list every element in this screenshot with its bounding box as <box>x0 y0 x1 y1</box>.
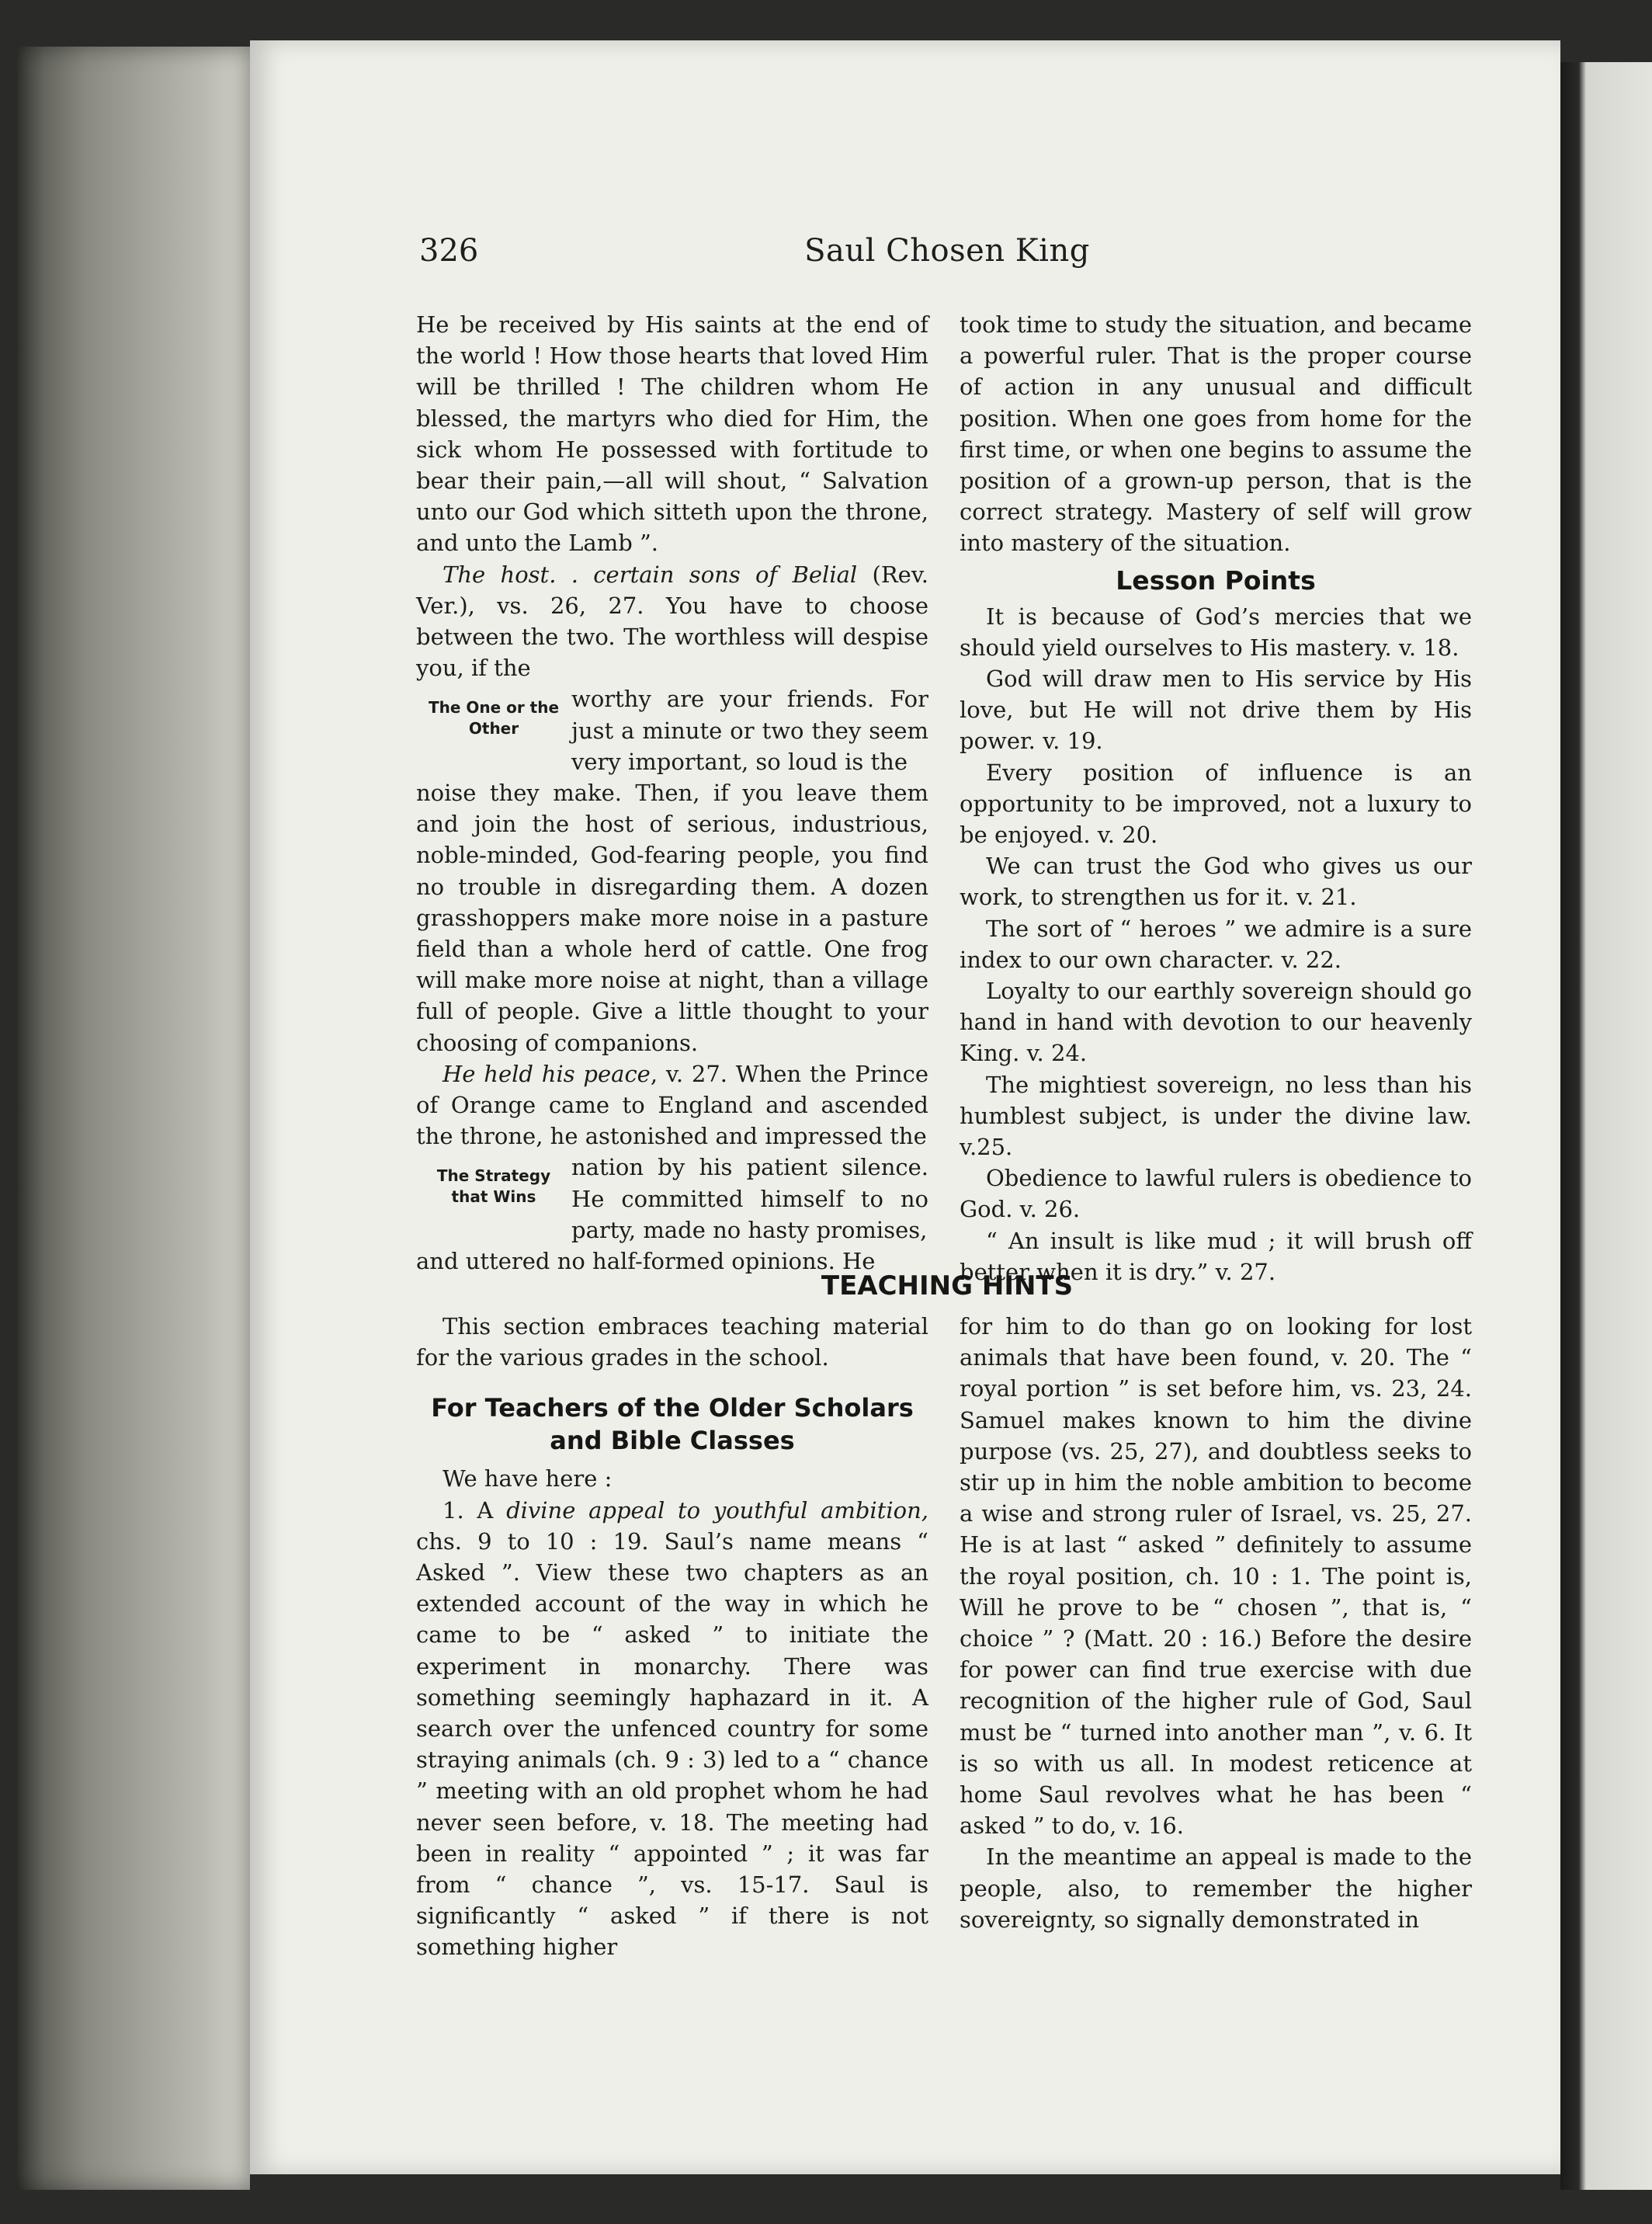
lesson-point: It is because of God’s mercies that we should yield ourselves to His mastery. v. 18. <box>960 603 1472 661</box>
lesson-point: Obedience to lawful rulers is obedience to God. v. 26. <box>960 1165 1472 1223</box>
bottom-right-column <box>960 1311 1472 1935</box>
paragraph: The host. . certain sons of Belial (Rev. Ver.), vs. 26, 27. You have to choose between the two. The worthless will despise you, if the <box>416 561 928 682</box>
paragraph: He be received by His saints at the end of the world ! How those hearts that loved Him will be thrilled ! The children whom He blessed, the martyrs who died for Him, the sick whom He possessed with fortitude to bear their pain,—all will shout, “ Salvation unto our God which sitteth upon the throne, and unto the Lamb ”. <box>416 311 928 557</box>
facing-page-edge <box>1560 62 1652 2190</box>
paragraph: noise they make. Then, if you leave them and join the host of serious, industrious, noble-minded, God-fearing people, you find no trouble in disregarding them. A dozen grasshoppers make more noise in a pasture field than a whole herd of cattle. One frog will make more noise at night, than a village full of people. Give a little thought to your choosing of companions. <box>416 780 928 1056</box>
sidenote-text: nation by his patient silence. He committed himself to no party, made no hasty promises, <box>571 1154 928 1243</box>
lesson-point: We can trust the God who gives us our work, to strengthen us for it. v. 21. <box>960 853 1472 911</box>
teaching-hints-heading: TEACHING HINTS <box>821 1270 1074 1301</box>
paragraph: took time to study the situation, and became a powerful ruler. That is the proper course of action in any unusual and difficult position. When one goes from home for the first time, or when one begins to assume the position of a grown-up person, that is the correct strategy. Mastery of self will grow into mastery of the situation. <box>960 311 1472 557</box>
sidenote-block <box>416 683 928 777</box>
page-header <box>419 233 1475 280</box>
subsection-heading: For Teachers of the Older Scholars and Bible Classes <box>431 1393 914 1456</box>
lesson-point: The sort of “ heroes ” we admire is a sure index to our own character. v. 22. <box>960 915 1472 973</box>
scripture-reference: He held his peace <box>442 1060 651 1087</box>
bottom-left-column <box>416 1311 928 1963</box>
paragraph: and uttered no half-formed opinions. He <box>416 1248 876 1275</box>
emphasis: divine appeal to youthful ambition, <box>506 1496 928 1524</box>
paragraph: We have here : <box>442 1465 613 1493</box>
margin-note: The Strategy that Wins <box>436 1166 551 1207</box>
sidenote-text: worthy are your friends. For just a minute or two they seem very important, so loud is the <box>571 686 928 775</box>
scripture-reference: The host. . certain sons of Belial <box>442 561 858 588</box>
page-number: 326 <box>419 233 479 269</box>
paragraph: He held his peace, v. 27. When the Prince of Orange came to England and ascended the throne, he astonished and impressed the <box>416 1060 928 1150</box>
sidenote-block <box>416 1152 928 1246</box>
paragraph: This section embraces teaching material for the various grades in the school. <box>416 1313 928 1371</box>
lesson-point: “ An insult is like mud ; it will brush off better when it is dry.” v. 27. <box>960 1227 1472 1285</box>
lesson-point: Loyalty to our earthly sovereign should go hand in hand with devotion to our heavenly King. v. 24. <box>960 978 1472 1067</box>
margin-note: The One or the Other <box>428 698 560 738</box>
paragraph: 1. A divine appeal to youthful ambition, chs. 9 to 10 : 19. Saul’s name means “ Asked ”. View these two chapters as an extended account of the way in which he came to be “ asked ” to initiate the experiment in monarchy. There was something seemingly haphazard in it. A search over the unfenced country for some straying animals (ch. 9 : 3) led to a “ chance ” meeting with an old prophet whom he had never seen before, v. 18. The meeting had been in reality “ appointed ” ; it was far from “ chance ”, vs. 15-17. Saul is significantly “ asked ” if there is not something higher <box>416 1496 928 1961</box>
lesson-point: Every position of influence is an opportunity to be improved, not a luxury to be enjoyed. v. 20. <box>960 759 1472 849</box>
running-title: Saul Chosen King <box>804 233 1090 269</box>
lesson-point: The mightiest sovereign, no less than his humblest subject, is under the divine law. v.25. <box>960 1071 1472 1161</box>
lesson-point: God will draw men to His service by His love, but He will not drive them by His power. v. 19. <box>960 665 1472 755</box>
paragraph: In the meantime an appeal is made to the people, also, to remember the higher sovereignty, so signally demonstrated in <box>960 1843 1472 1933</box>
top-right-column <box>960 309 1472 1287</box>
book-page-edges <box>17 47 250 2190</box>
paragraph: for him to do than go on looking for lost animals that have been found, v. 20. The “ royal portion ” is set before him, vs. 23, 24. Samuel makes known to him the divine purpose (vs. 25, 27), and doubtless seeks to stir up in him the noble ambition to become a wise and strong ruler of Israel, vs. 25, 27. He is at last “ asked ” definitely to assume the royal position, ch. 10 : 1. The point is, Will he prove to be “ chosen ”, that is, “ choice ” ? (Matt. 20 : 16.) Before the desire for power can find true exercise with due recognition of the higher rule of God, Saul must be “ turned into another man ”, v. 6. It is so with us all. In modest reticence at home Saul revolves what he has been “ asked ” to do, v. 16. <box>960 1313 1472 1840</box>
top-left-column <box>416 309 928 1277</box>
lesson-points-heading: Lesson Points <box>1116 565 1316 596</box>
